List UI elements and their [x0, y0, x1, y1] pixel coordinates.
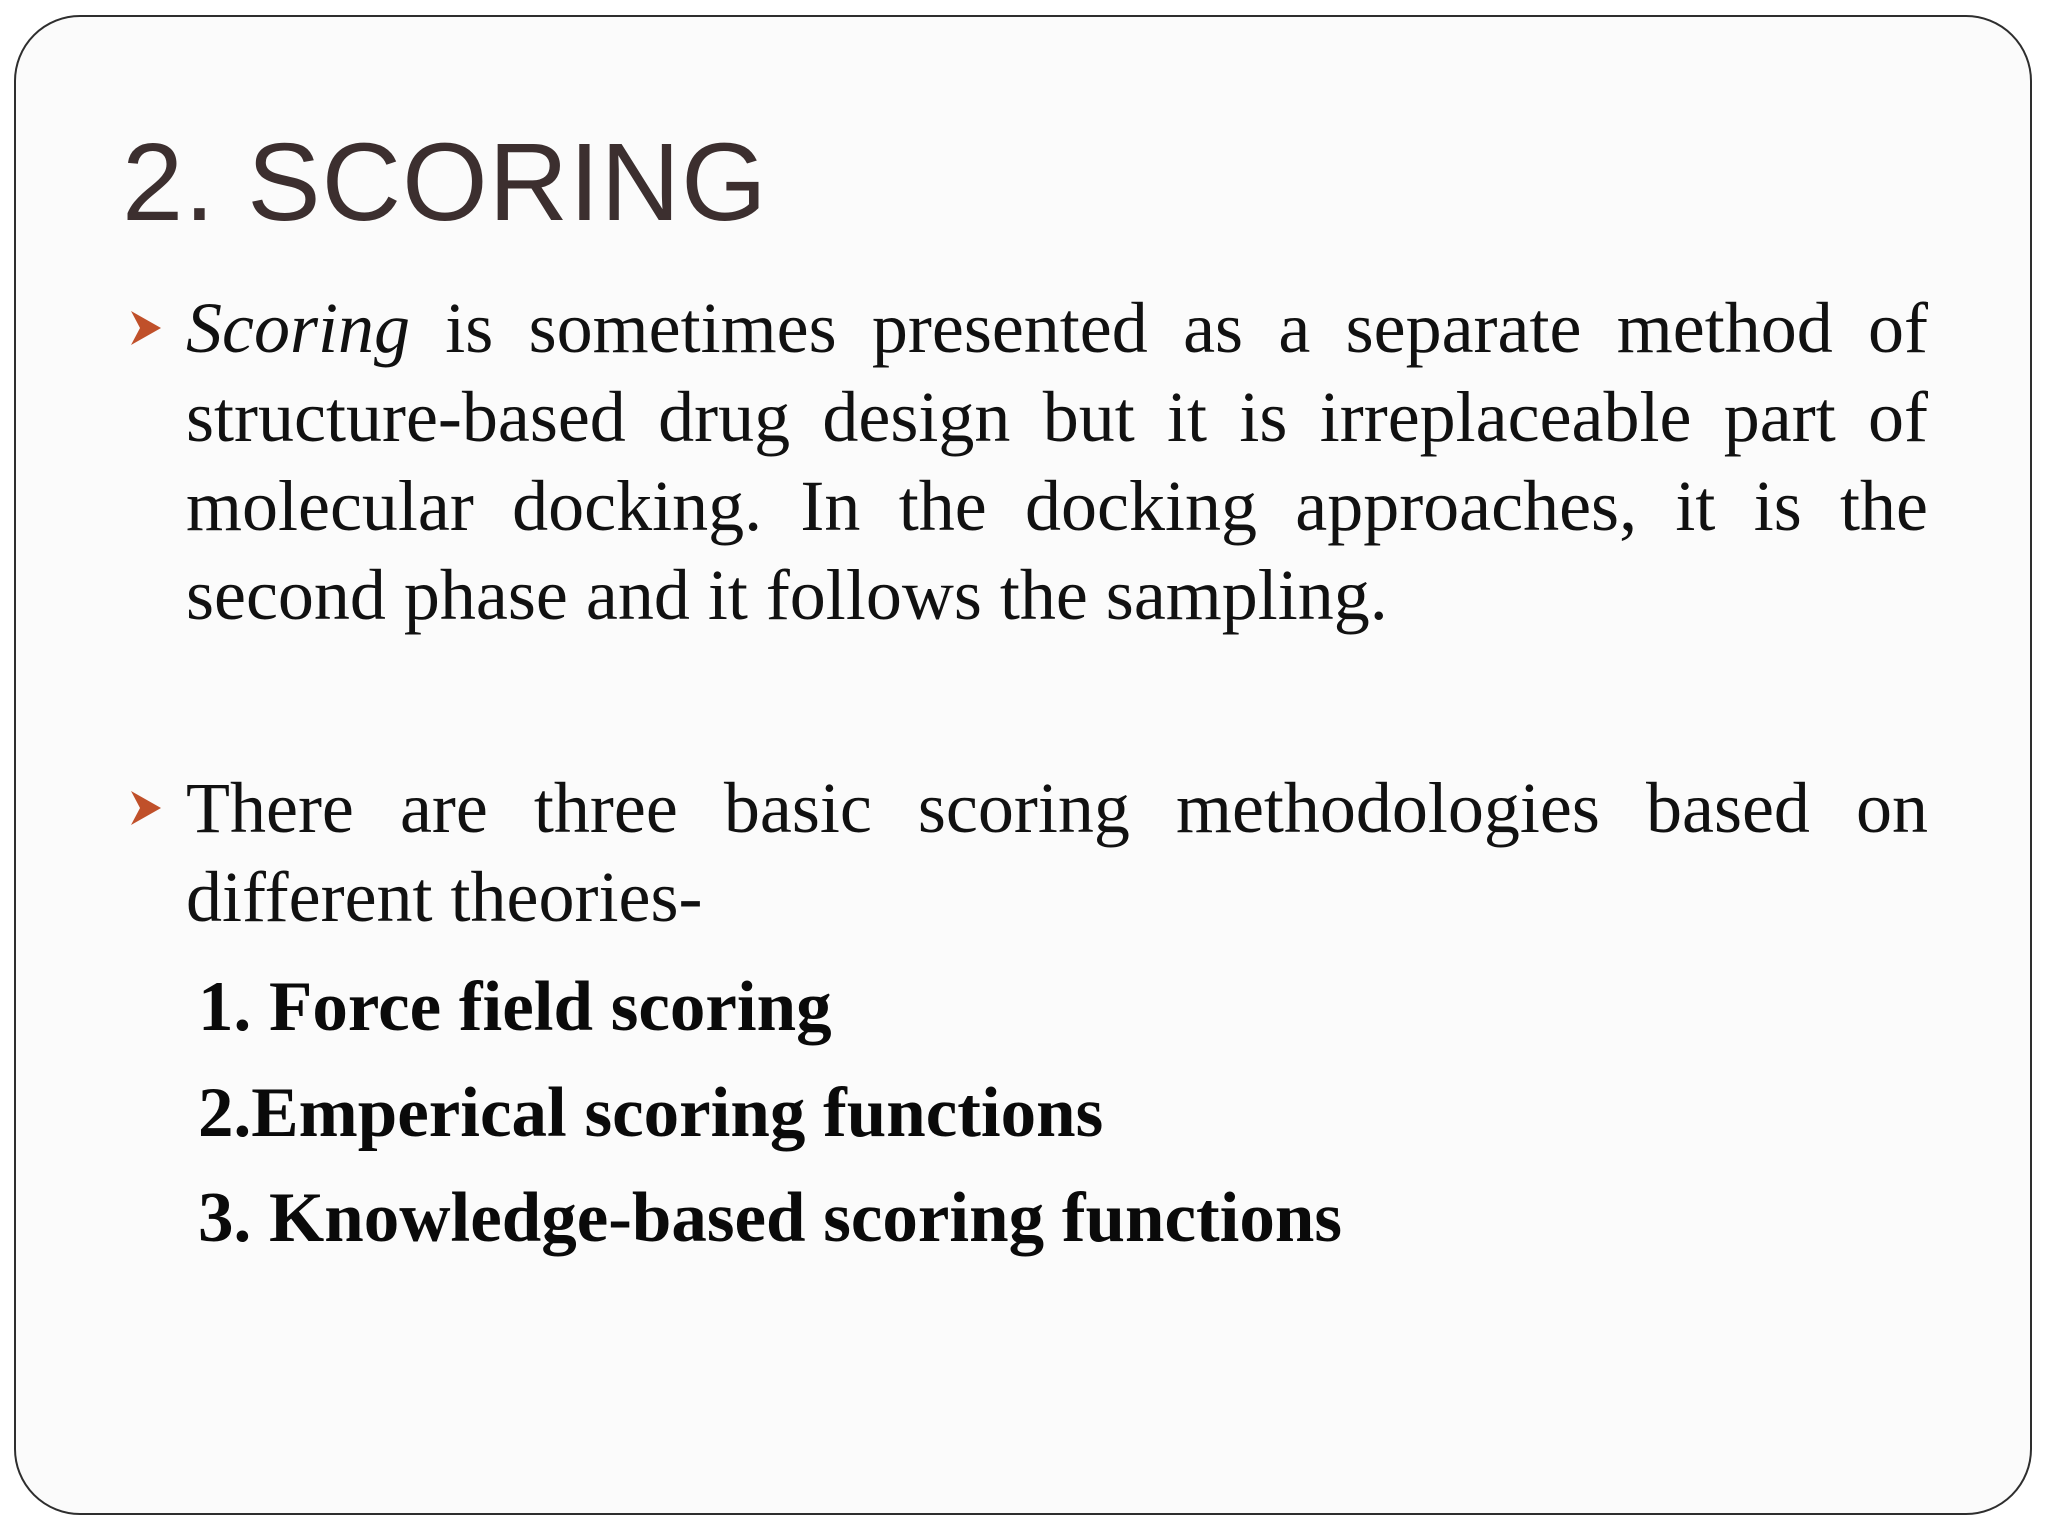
- bullet-item: [128, 764, 1928, 942]
- arrow-bullet-icon: [128, 788, 164, 828]
- method-knowledge-based: 3. Knowledge-based scoring functions: [198, 1179, 1342, 1257]
- slide-title: 2. SCORING: [122, 121, 768, 244]
- bullet-body: There are three basic scoring methodologies based on different theories-: [186, 768, 1928, 937]
- bullet-text: [186, 284, 1928, 640]
- bullet-item: [128, 284, 1928, 640]
- arrow-bullet-icon: [128, 308, 164, 348]
- method-empirical: 2.Emperical scoring functions: [198, 1074, 1104, 1152]
- bullet-body: is sometimes presented as a separate method of structure-based drug design but it is irreplaceable part of molecular docking. In the docking approaches, it is the second phase and it follows the sampling.: [186, 288, 1928, 635]
- bullet-lead-term: Scoring: [186, 288, 410, 368]
- bullet-text: [186, 764, 1928, 942]
- method-force-field: 1. Force field scoring: [198, 968, 832, 1046]
